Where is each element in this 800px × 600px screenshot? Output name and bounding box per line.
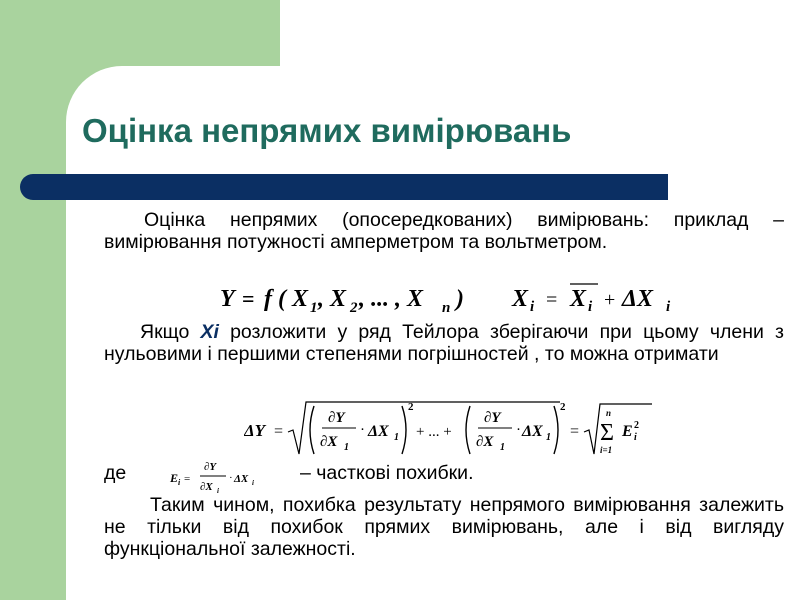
svg-text:∂Y: ∂Y xyxy=(328,410,345,426)
variable-xi: Xi xyxy=(200,321,219,343)
svg-text:E: E xyxy=(170,471,179,485)
svg-text:ΔX: ΔX xyxy=(522,423,543,440)
svg-text:1: 1 xyxy=(546,432,551,443)
svg-text:n: n xyxy=(606,408,612,418)
svg-text:∂X: ∂X xyxy=(320,434,338,450)
svg-text:ΔX: ΔX xyxy=(368,423,389,440)
error-sum-formula xyxy=(244,396,664,460)
partial-error-formula xyxy=(168,456,268,498)
svg-text:ΔX: ΔX xyxy=(234,473,249,485)
svg-text:i: i xyxy=(588,299,593,314)
svg-text:=: = xyxy=(274,423,284,440)
svg-text:X: X xyxy=(512,286,529,312)
svg-text:Σ: Σ xyxy=(600,420,614,446)
svg-text:): ) xyxy=(456,286,464,312)
svg-text:1: 1 xyxy=(310,300,318,314)
svg-text:, ... , X: , ... , X xyxy=(359,286,424,312)
svg-text:ΔY: ΔY xyxy=(244,421,266,440)
svg-text:ΔX: ΔX xyxy=(622,286,654,312)
svg-text:2: 2 xyxy=(560,401,566,413)
svg-text:=: = xyxy=(242,286,255,311)
svg-text:∂Y: ∂Y xyxy=(204,461,217,473)
svg-text:n: n xyxy=(442,300,451,314)
svg-text:i: i xyxy=(217,487,219,495)
svg-text:i: i xyxy=(634,432,637,443)
svg-text:=: = xyxy=(546,289,558,311)
svg-text:1: 1 xyxy=(394,432,399,443)
slide-title: Оцінка непрямих вимірювань xyxy=(82,112,572,149)
svg-text:2: 2 xyxy=(350,300,358,314)
svg-text:i=1: i=1 xyxy=(600,445,613,455)
svg-text:i: i xyxy=(252,479,254,487)
svg-text:X: X xyxy=(570,286,587,312)
svg-text:, X: , X xyxy=(318,286,347,312)
svg-text:i: i xyxy=(530,299,535,314)
svg-text:E: E xyxy=(622,423,633,440)
xi-formula xyxy=(508,278,678,314)
svg-text:+: + xyxy=(604,289,616,311)
paragraph-taylor xyxy=(104,321,784,365)
svg-text:·: · xyxy=(360,422,365,438)
function-formula xyxy=(220,282,500,314)
svg-text:∂X: ∂X xyxy=(476,434,494,450)
svg-text:Y: Y xyxy=(220,286,235,312)
svg-text:( X: ( X xyxy=(278,286,308,312)
svg-text:∂X: ∂X xyxy=(200,481,213,493)
svg-text:2: 2 xyxy=(634,420,639,431)
partial-errors-text: – часткові похибки. xyxy=(300,462,474,484)
svg-text:·: · xyxy=(229,472,233,484)
paragraph-taylor-end: розложити у ряд Тейлора зберігаючи при цьому члени з нульовими і першими степенями погрішностей , то можна отримати xyxy=(104,321,784,365)
paragraph-conclusion-text: Таким чином, похибка результату непрямого вимірювання залежить не тільки від похибок прямих вимірювань, але і від вигляду функціональної залежності. xyxy=(104,494,784,560)
svg-text:1: 1 xyxy=(344,442,349,453)
paragraph-intro-text: Оцінка непрямих (опосередкованих) вимірювань: приклад – вимірювання потужності амперметром та вольтметром. xyxy=(104,209,784,253)
svg-text:2: 2 xyxy=(408,401,414,413)
svg-text:f: f xyxy=(264,286,272,312)
svg-text:=: = xyxy=(570,423,580,440)
paragraph-conclusion xyxy=(104,494,784,560)
svg-text:i: i xyxy=(178,478,181,487)
svg-text:+ ... +: + ... + xyxy=(416,424,452,440)
title-divider-bar xyxy=(20,174,668,200)
svg-text:i: i xyxy=(666,299,671,314)
paragraph-taylor-start: Якщо xyxy=(140,321,201,343)
where-label: де xyxy=(104,462,127,484)
svg-text:∂Y: ∂Y xyxy=(484,410,501,426)
paragraph-intro xyxy=(104,209,784,253)
svg-text:·: · xyxy=(516,422,521,438)
svg-text:1: 1 xyxy=(500,442,505,453)
svg-text:=: = xyxy=(184,473,191,485)
